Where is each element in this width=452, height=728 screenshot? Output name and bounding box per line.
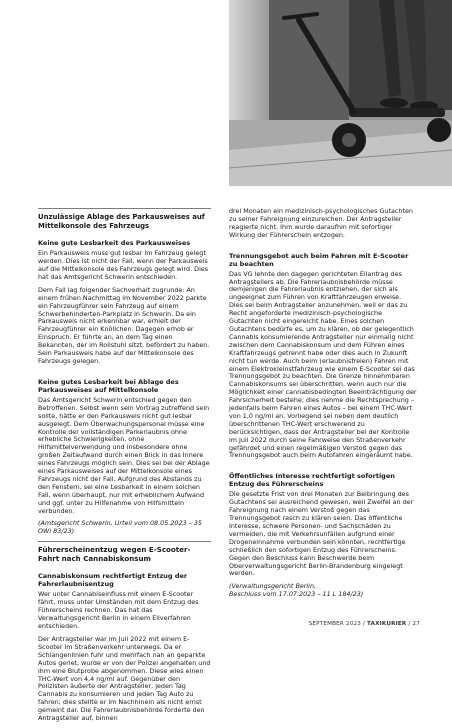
left-column — [38, 208, 211, 728]
paragraph: Ein Parkausweis muss gut lesbar im Fahrzeug gelegt werden. Dies ist nicht der Fall, wenn der Parkausweis auf die Mittelkonsole des Fahrzeugs gelegt wird. Dies hat das Amtsgericht Schwerin entschieden. — [38, 249, 209, 281]
paragraph: Der Antragsteller war im Juli 2022 mit einem E-Scooter im Straßenverkehr unterwegs. Da er Schlangenlinien fuhr und mehrfach nah an geparkte Autos geriet, wurde er von der Polizei angehalten und ihm eine Blutprobe abgenommen. Diese wies einen THC-Wert von 4,4 ng/ml auf. Gegenüber den Polizisten äußerte der Antragsteller, jeden Tag Cannabis zu konsumieren und jeden Tag Auto zu fahren; dies stellte er im Nachhinein als nicht ernst gemeint dar. Die Fahrerlaubnisbehörde forderte den Antragsteller auf, binnen — [38, 635, 211, 723]
article-heading-escooter: Führerscheinentzug wegen E-Scooter-Fahrt nach Cannabiskonsum — [38, 545, 191, 563]
citation-line: Beschluss vom 17.07.2023 – 11 L 184/23) — [229, 590, 364, 599]
paragraph: Das Amtsgericht Schwerin entschied gegen den Betroffenen. Selbst wenn sein Vortrag zutreffend sein sollte, hätte er den Parkausweis nicht gut lesbar ausgelegt. Dem Überwachungspersonal müsse eine Kontrolle der vollständigen Parkerlaubnis ohne erhebliche Schwierigkeiten, ohne Hilfsmittelverwendung und insbesondere ohne großen Zeitaufwand durch einen Blick in das Innere eines Fahrzeugs möglich sein. Dies sei bei der Ablage eines Parkausweises auf der Mittelkonsole eines Fahrzeugs nicht der Fall. Aufgrund des Abstands zu den Fenstern, sei eine Lesbarkeit in einem solchen Fall, wenn überhaupt, nur mit erheblichem Aufwand und ggf. unter zu Hilfenahme von Hilfsmitteln verbunden. — [38, 395, 210, 515]
paragraph: Das VG lehnte den dagegen gerichteten Eilantrag des Antragstellers ab. Die Fahrerlaubnisbehörde müsse demjenigen die Fahrerlaubnis entziehen, der sich als ungeeignet zum Führen von Kraftfahrzeugen erweise. Dies sei beim Antragsteller anzunehmen, weil er das zu Recht angeforderte medizinisch-psychologische Gutachten nicht eingereicht habe. Eines solchen Gutachtens bedürfe es, um zu klären, ob der gelegentlich Cannabis konsumierende Antragsteller nur einmalig nicht zwischen dem Cannabiskonsum und dem Führen eines Kraftfahrzeugs getrennt habe oder dies auch in Zukunft nicht tun werde. Auch beim (erlaubnisfreien) Fahren mit einem Elektrokleinstfahrzeug wie einem E-Scooter sei das Trennungsgebot zu beachten. Die Grenze hinnehmbaren Cannabiskonsums sei überschritten, wenn auch nur die Möglichkeit einer cannabisbedingten Beeinträchtigung der Fahrsicherheit bestehe; dies nehme die Rechtsprechung – jedenfalls beim Fahren eines Autos – bei einem THC-Wert von 1,0 ng/ml an. Vorliegend sei neben dem deutlich überschrittenen THC-Wert erschwerend zu berücksichtigen, dass der Antragsteller bei der Kontrolle im Juli 2022 durch seine Fahrweise den Straßenverkehr gefährdet und einen regelmäßigen Verstoß gegen das Trennungsgebot auch beim Autofahren eingeräumt habe. — [229, 269, 417, 460]
issue-date: SEPTEMBER 2023 / — [308, 621, 368, 627]
section-divider — [38, 208, 211, 209]
subheading-lesbarkeit: Keine gute Lesbarkeit des Parkausweises — [38, 239, 191, 248]
subheading-trennungsgebot: Trennungsgebot auch beim Fahren mit E-Scooter zu beachten — [229, 251, 409, 268]
court-citation: (Amtsgericht Schwerin, Urteil vom 08.05.2023 – 35 OWi 83/23) — [38, 519, 202, 536]
paragraph: Wer unter Cannabiseinfluss mit einem E-Scooter fährt, muss unter Umständen mit dem Entzug des Führerscheins rechnen. Das hat das Verwaltungsgericht Berlin in einem Eilverfahren entschieden. — [38, 590, 199, 631]
paragraph: Die gesetzte Frist von drei Monaten zur Beibringung des Gutachtens sei ausreichend gewesen, weil Zweifel an der Fahreignung nach einem Verstoß gegen das Trennungsgebot rasch zu klären seien. Das öffentliche Interesse, schwere Personen- und Sachschäden zu vermeiden, die mit Verkehrsunfällen aufgrund einer Drogeneinnahme verbunden sein könnten, rechtfertige schließlich den sofortigen Entzug des Führerscheins. Gegen den Beschluss kann Beschwerde beim Oberverwaltungsgericht Berlin-Brandenburg eingelegt werden. — [229, 490, 414, 578]
article-heading-parkausweis: Unzulässige Ablage des Parkausweises auf Mittelkonsole des Fahrzeugs — [38, 213, 205, 230]
court-citation — [229, 583, 417, 599]
paragraph: Dem Fall lag folgender Sachverhalt zugrunde: An einem frühen Nachmittag im November 2022 parkte ein Fahrzeugführer sein Fahrzeug auf einem Schwerbehinderten-Parkplatz in Schwerin. Da ein Parkausweis nicht erkennbar war, erhielt der Fahrzeugführer ein Knöllchen. Dagegen erhob er Einspruch. Er führte an, an dem Tag einen Bekannten, der im Rollstuhl sitzt, befördert zu haben. Sein Parkausweis habe auf der Mittelkonsole des Fahrzeugs gelegen. — [38, 285, 210, 365]
page-number: / 27 — [406, 621, 420, 627]
subheading-oeffentliches-interesse: Öffentliches Interesse rechtfertigt sofortigen Entzug des Führerscheins — [229, 472, 395, 489]
right-column — [229, 208, 417, 599]
subheading-mittelkonsole: Keine gutes Lesbarkeit bei Ablage des Parkausweises auf Mittelkonsole — [38, 377, 179, 394]
section-divider — [38, 541, 211, 542]
subheading-cannabiskonsum: Cannabiskonsum rechtfertigt Entzug der Fahrerlaubnisentzug — [38, 572, 188, 589]
page-footer — [309, 621, 420, 627]
magazine-name: TAXIKURIER — [367, 621, 407, 627]
article-photo-escooter — [229, 0, 452, 186]
escooter-photo-illustration — [229, 0, 452, 186]
citation-line: (Verwaltungsgericht Berlin, — [229, 582, 317, 591]
paragraph: drei Monaten ein medizinisch-psychologisches Gutachten zu seiner Fahreignung einzureichen. Der Antragsteller reagierte nicht. Ihm wurde daraufhin mit sofortiger Wirkung der Führerschein entzogen. — [229, 207, 413, 239]
